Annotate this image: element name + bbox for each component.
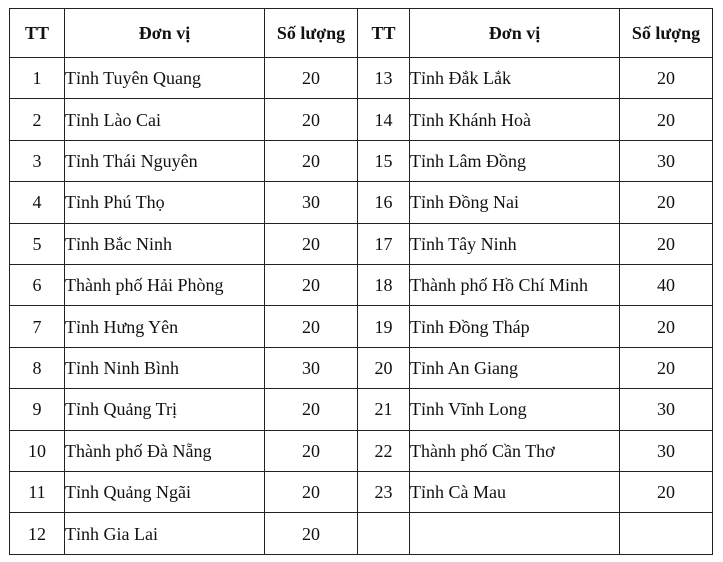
cell-quantity-left: 30 [265, 347, 358, 388]
cell-unit-left: Thành phố Đà Nẵng [65, 430, 265, 471]
table-row [10, 472, 713, 513]
table-row [10, 347, 713, 388]
cell-tt-left: 10 [10, 430, 65, 471]
header-quantity-right: Số lượng [620, 9, 713, 58]
cell-quantity-right: 20 [620, 472, 713, 513]
cell-unit-left: Tỉnh Bắc Ninh [65, 223, 265, 264]
cell-unit-left: Tỉnh Gia Lai [65, 513, 265, 555]
cell-tt-left: 8 [10, 347, 65, 388]
cell-unit-left: Tỉnh Phú Thọ [65, 182, 265, 223]
cell-unit-right: Tỉnh Vĩnh Long [410, 389, 620, 430]
cell-unit-left: Tỉnh Quảng Trị [65, 389, 265, 430]
header-quantity-left: Số lượng [265, 9, 358, 58]
cell-quantity-right: 30 [620, 430, 713, 471]
cell-quantity-right: 20 [620, 347, 713, 388]
cell-unit-right: Tỉnh Đồng Tháp [410, 306, 620, 347]
cell-quantity-right: 30 [620, 140, 713, 181]
cell-quantity-right: 20 [620, 223, 713, 264]
cell-unit-right [410, 513, 620, 555]
units-quantity-table [9, 8, 713, 555]
cell-quantity-right: 30 [620, 389, 713, 430]
cell-tt-right: 23 [358, 472, 410, 513]
cell-unit-right: Thành phố Cần Thơ [410, 430, 620, 471]
cell-quantity-left: 20 [265, 306, 358, 347]
table-body [10, 58, 713, 555]
cell-tt-left: 12 [10, 513, 65, 555]
header-tt-right: TT [358, 9, 410, 58]
cell-quantity-right: 20 [620, 182, 713, 223]
table-row [10, 58, 713, 99]
cell-quantity-left: 20 [265, 223, 358, 264]
cell-tt-right: 17 [358, 223, 410, 264]
cell-tt-right [358, 513, 410, 555]
cell-unit-right: Tỉnh Tây Ninh [410, 223, 620, 264]
cell-unit-left: Tỉnh Quảng Ngãi [65, 472, 265, 513]
cell-unit-right: Tỉnh Lâm Đồng [410, 140, 620, 181]
cell-tt-right: 22 [358, 430, 410, 471]
cell-tt-left: 4 [10, 182, 65, 223]
document-page [9, 8, 712, 555]
cell-quantity-left: 20 [265, 58, 358, 99]
cell-quantity-left: 20 [265, 472, 358, 513]
table-row [10, 513, 713, 555]
cell-tt-right: 13 [358, 58, 410, 99]
table-row [10, 99, 713, 140]
cell-quantity-left: 20 [265, 265, 358, 306]
cell-tt-left: 7 [10, 306, 65, 347]
cell-quantity-right: 40 [620, 265, 713, 306]
cell-tt-left: 11 [10, 472, 65, 513]
cell-unit-right: Tỉnh An Giang [410, 347, 620, 388]
cell-tt-right: 20 [358, 347, 410, 388]
cell-unit-right: Tỉnh Khánh Hoà [410, 99, 620, 140]
cell-quantity-left: 30 [265, 182, 358, 223]
cell-unit-left: Tỉnh Lào Cai [65, 99, 265, 140]
cell-tt-right: 16 [358, 182, 410, 223]
header-tt-left: TT [10, 9, 65, 58]
table-row [10, 389, 713, 430]
header-unit-right: Đơn vị [410, 9, 620, 58]
cell-tt-right: 14 [358, 99, 410, 140]
cell-tt-left: 1 [10, 58, 65, 99]
cell-tt-left: 5 [10, 223, 65, 264]
cell-unit-right: Tỉnh Đồng Nai [410, 182, 620, 223]
cell-unit-left: Thành phố Hải Phòng [65, 265, 265, 306]
cell-unit-right: Tỉnh Cà Mau [410, 472, 620, 513]
cell-tt-left: 2 [10, 99, 65, 140]
cell-unit-right: Tỉnh Đắk Lắk [410, 58, 620, 99]
cell-quantity-left: 20 [265, 99, 358, 140]
table-row [10, 223, 713, 264]
cell-tt-right: 21 [358, 389, 410, 430]
cell-tt-right: 15 [358, 140, 410, 181]
table-row [10, 140, 713, 181]
cell-quantity-left: 20 [265, 513, 358, 555]
header-unit-left: Đơn vị [65, 9, 265, 58]
cell-tt-right: 18 [358, 265, 410, 306]
cell-tt-left: 6 [10, 265, 65, 306]
cell-quantity-right: 20 [620, 58, 713, 99]
cell-unit-left: Tỉnh Thái Nguyên [65, 140, 265, 181]
cell-tt-left: 9 [10, 389, 65, 430]
cell-unit-left: Tỉnh Ninh Bình [65, 347, 265, 388]
cell-quantity-right: 20 [620, 306, 713, 347]
table-row [10, 182, 713, 223]
cell-unit-right: Thành phố Hồ Chí Minh [410, 265, 620, 306]
cell-unit-left: Tỉnh Tuyên Quang [65, 58, 265, 99]
cell-quantity-left: 20 [265, 430, 358, 471]
cell-quantity-right [620, 513, 713, 555]
cell-quantity-right: 20 [620, 99, 713, 140]
table-row [10, 306, 713, 347]
cell-tt-right: 19 [358, 306, 410, 347]
cell-tt-left: 3 [10, 140, 65, 181]
cell-quantity-left: 20 [265, 389, 358, 430]
table-row [10, 430, 713, 471]
table-row [10, 265, 713, 306]
cell-unit-left: Tỉnh Hưng Yên [65, 306, 265, 347]
cell-quantity-left: 20 [265, 140, 358, 181]
table-header-row [10, 9, 713, 58]
